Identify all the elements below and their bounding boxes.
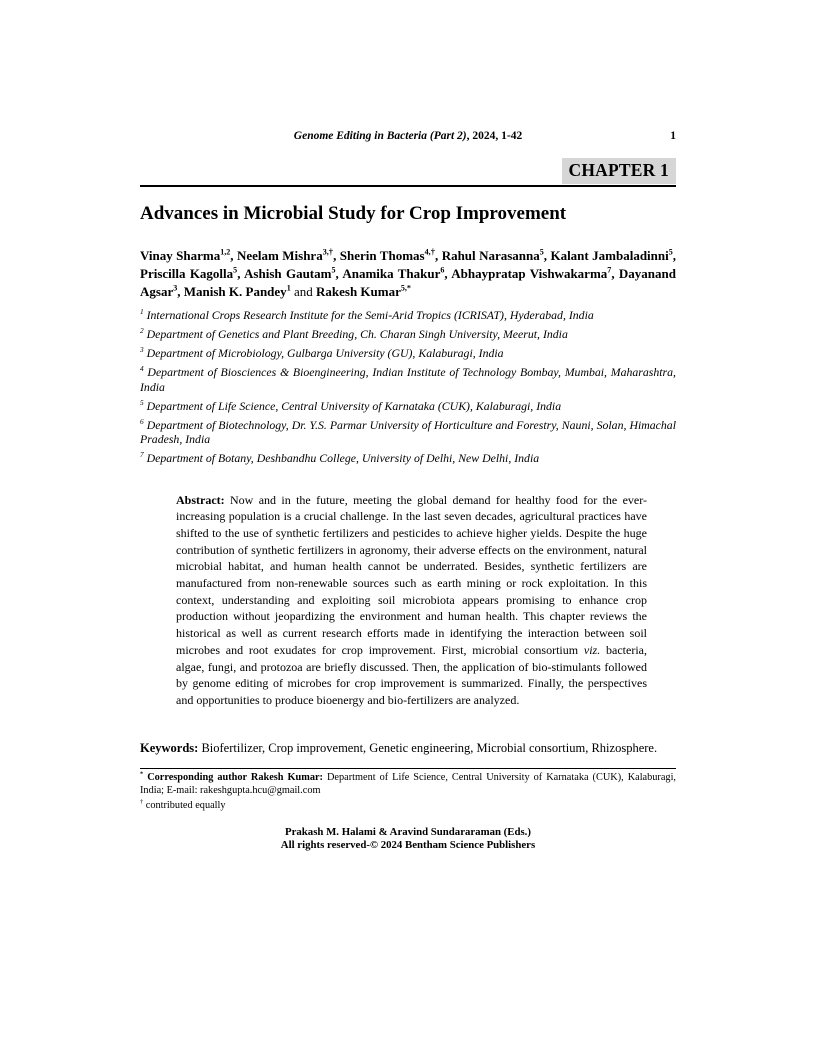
footnote-contributed-equally: † contributed equally [140, 798, 226, 811]
running-header-title: Genome Editing in Bacteria (Part 2), 2024, 1-42 [293, 130, 523, 142]
chapter-title: Advances in Microbial Study for Crop Improvement [140, 203, 567, 224]
footnote-corresponding-author: * Corresponding author Rakesh Kumar: Department of Life Science, Central University of Karnataka (CUK), Kalaburagi, India; E-mail: rakeshgupta.hcu@gmail.com [140, 770, 677, 796]
footnote-rule [140, 768, 676, 769]
affiliation: $^5$ Department of Life Science, Central University of Karnataka (CUK), Kalaburagi, India [140, 397, 562, 413]
chapter-bar [140, 158, 676, 187]
affiliation-list [140, 308, 676, 466]
running-header [140, 130, 676, 145]
affiliation: $^6$ Department of Biotechnology, Dr. Y.S. Parmar University of Horticulture and Forestry, Nauni, Solan, Himachal Pradesh, India [140, 416, 676, 446]
affiliation: $^2$ Department of Genetics and Plant Breeding, Ch. Charan Singh University, Meerut, India [140, 326, 568, 341]
keywords: Keywords: Biofertilizer, Crop improvement, Genetic engineering, Microbial consortium, Rhizosphere. [140, 740, 658, 755]
affiliation: $^7$ Department of Botany, Deshbandhu College, University of Delhi, New Delhi, India [140, 450, 540, 465]
page-number: 1 [670, 130, 676, 142]
affiliation: $^1$ International Crops Research Institute for the Semi-Arid Tropics (ICRISAT), Hyderabad, India [140, 307, 594, 322]
abstract: Abstract: Now and in the future, meeting the global demand for healthy food for the ever-increasing population is a crucial challenge. In the last seven decades, agricultural practices have shifted to the use of synthetic fertilizers and pesticides to achieve higher yields. Despite the huge contribution of synthetic fertilizers in agronomy, their adverse effects on the environment, natural microbial habitat, and human health cannot be underrated. Besides, synthetic fertilizers are manufactured from non-renewable sources such as earth mining or rock exploitation. In this context, understanding and exploiting soil microbiota appears promising to enhance crop production without jeopardizing the environment and human health. This chapter reviews the historical as well as current research efforts made in identifying the interaction between soil microbes and root exudates for crop improvement. First, microbial consortium viz. bacteria, algae, fungi, and protozoa are briefly discussed. Then, the application of bio-stimulants followed by genome editing of microbes for crop improvement is summarized. Finally, the perspectives and opportunities to produce bioenergy and bio-fertilizers are analyzed. [176, 492, 647, 707]
affiliation: $^3$ Department of Microbiology, Gulbarga University (GU), Kalaburagi, India [140, 345, 504, 360]
book-footer-editors: Prakash M. Halami & Aravind Sundararaman (Eds.) [285, 825, 531, 838]
author-list: Vinay Sharma$^{1,2}$, Neelam Mishra$^{3,\dagger}$, Sherin Thomas$^{4,\dagger}$, Rahul Narasanna$^5$, Kalant Jambaladinni$^5$, Priscilla Kagolla$^5$, Ashish Gautam$^5$, Anamika Thakur$^6$, Abhaypratap Vishwakarma$^7$, Dayanand Agsar$^3$, Manish K. Pandey$^1$ and Rakesh Kumar$^{5,*}$ [140, 247, 677, 299]
affiliation: $^4$ Department of Biosciences & Bioengineering, Indian Institute of Technology Bombay, Mumbai, Maharashtra, India [140, 364, 676, 394]
book-footer-copyright: All rights reserved-© 2024 Bentham Science Publishers [280, 839, 536, 852]
chapter-badge: CHAPTER 1 [562, 158, 677, 184]
book-footer [140, 826, 676, 853]
